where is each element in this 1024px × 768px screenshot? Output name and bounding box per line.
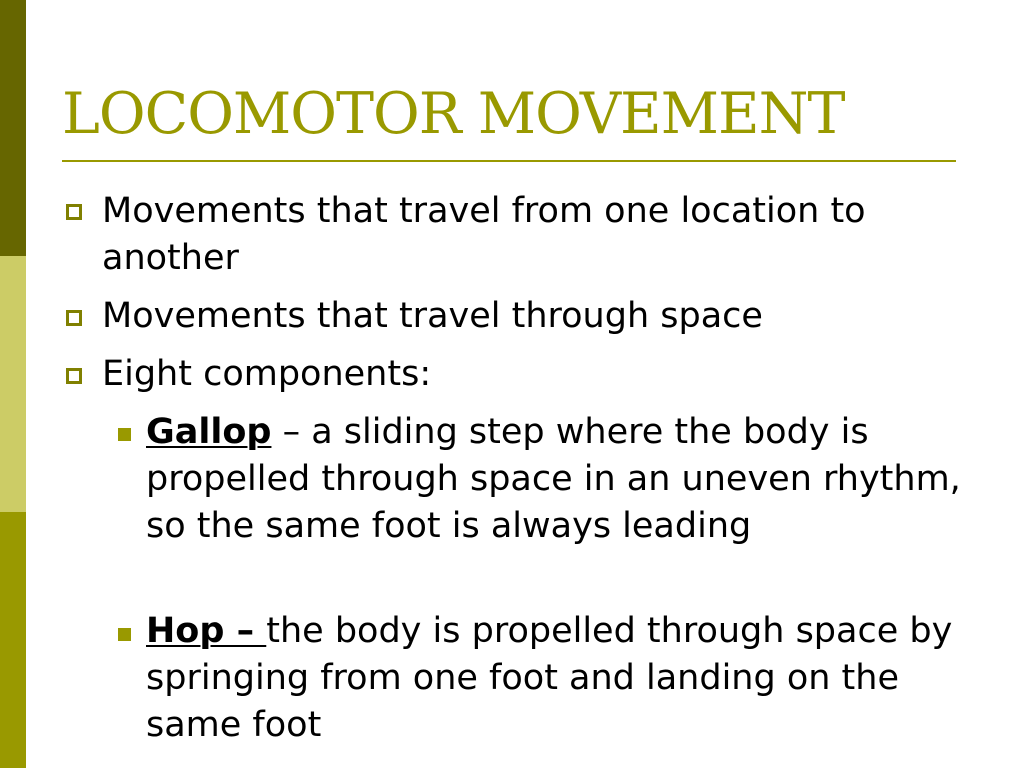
definition-hop: the body is propelled through space by springing from one foot and landing on the same foot — [146, 611, 953, 745]
hollow-square-bullet-icon — [66, 310, 82, 326]
sub-bullet-gallop — [146, 409, 966, 550]
filled-square-bullet-icon — [118, 628, 131, 641]
hollow-square-bullet-icon — [66, 204, 82, 220]
bullet-item-3: Eight components: — [102, 354, 432, 394]
bullet-item-1: Movements that travel from one location to another — [102, 191, 866, 278]
bullet-item-2: Movements that travel through space — [102, 296, 763, 336]
hollow-square-bullet-icon — [66, 368, 82, 384]
term-hop: Hop – — [146, 611, 267, 651]
term-gallop: Gallop — [146, 412, 272, 452]
definition-gallop: – a sliding step where the body is propelled through space in an uneven rhythm, so the same foot is always leading — [146, 412, 961, 546]
sub-bullet-hop — [146, 608, 966, 749]
filled-square-bullet-icon — [118, 428, 131, 441]
slide-title: LOCOMOTOR MOVEMENT — [62, 81, 845, 147]
